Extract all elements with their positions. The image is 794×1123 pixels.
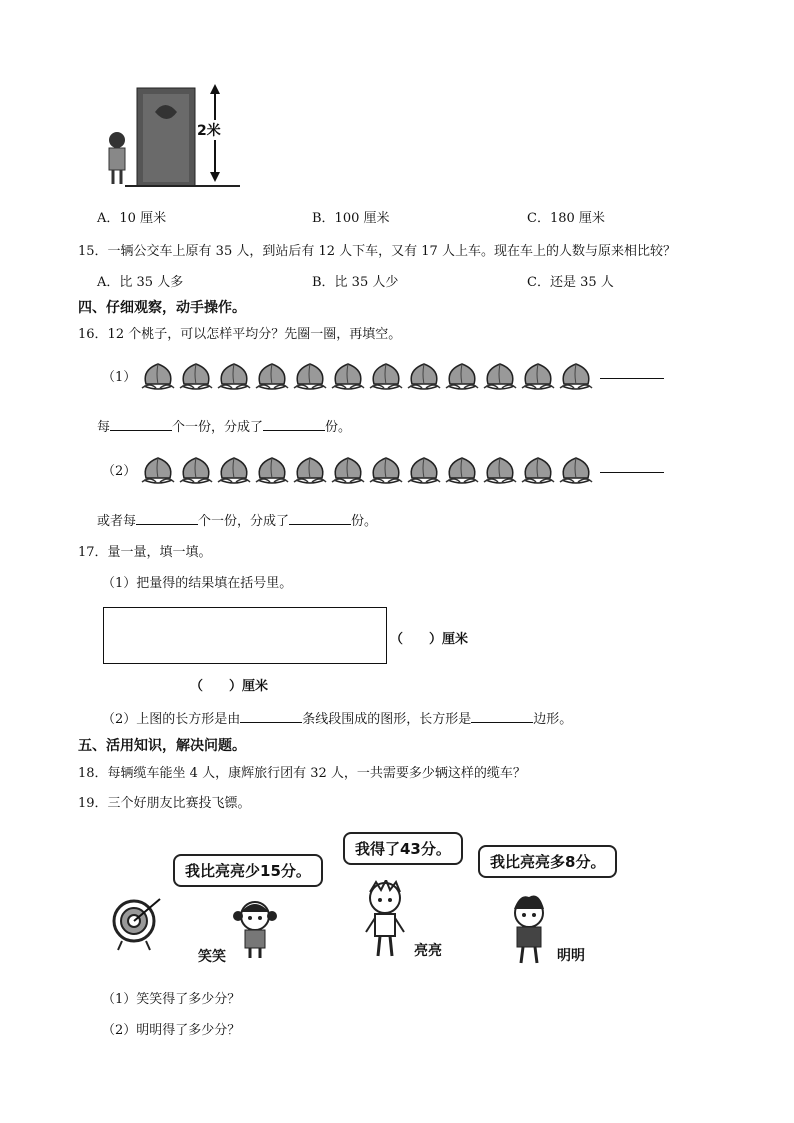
section-5-heading: 五、活用知识，解决问题。 (78, 738, 246, 754)
q16-fill2-text-a: 或者每 (97, 514, 137, 529)
q19-sub1: （1）笑笑得了多少分？ (102, 992, 241, 1007)
q17-part2-blank-b[interactable] (471, 710, 533, 723)
q16-fill2-text-b: 个一份，分成了 (198, 514, 290, 529)
peach-icon (482, 454, 518, 484)
q17-part2-blank-a[interactable] (240, 710, 302, 723)
peach-icon (520, 360, 556, 390)
q19-sub2: （2）明明得了多少分？ (102, 1023, 241, 1038)
peach-icon (444, 360, 480, 390)
peach-icon (444, 454, 480, 484)
door-illustration (95, 82, 245, 192)
q16-row1-blank[interactable] (600, 366, 664, 379)
peach-icon (482, 360, 518, 390)
peach-icon (406, 360, 442, 390)
character-xiaoxiao (230, 898, 280, 960)
q15-option-a: A．比 35 人多 (97, 275, 184, 290)
rect-height-label: （ ）厘米 (190, 679, 269, 694)
q16-fill1-text-a: 每 (97, 420, 111, 435)
peach-icon (292, 360, 328, 390)
q17-part2-text-c: 边形。 (533, 712, 573, 727)
character-liangliang (360, 880, 410, 958)
q15-option-b: B．比 35 人少 (312, 275, 399, 290)
peach-icon (406, 454, 442, 484)
peach-icon (368, 360, 404, 390)
measure-rectangle (103, 607, 387, 664)
speech-bubble-xiaoxiao: 我比亮亮少15分。 (173, 854, 323, 887)
q19-question: 19．三个好朋友比赛投飞镖。 (78, 796, 251, 811)
q16-question: 16．12 个桃子，可以怎样平均分？先圈一圈，再填空。 (78, 327, 402, 342)
peach-icon (558, 454, 594, 484)
q16-fill2-text-c: 份。 (351, 514, 378, 529)
peach-icon (140, 454, 176, 484)
peach-row-2 (140, 462, 596, 477)
peach-icon (216, 360, 252, 390)
peach-icon (254, 454, 290, 484)
peach-icon (520, 454, 556, 484)
section-4-heading: 四、仔细观察，动手操作。 (78, 300, 246, 316)
q17-part1: （1）把量得的结果填在括号里。 (102, 576, 293, 591)
q16-row2-label: （2） (102, 463, 137, 479)
peach-icon (292, 454, 328, 484)
q17-part2-text-b: 条线段围成的图形，长方形是 (302, 712, 472, 727)
q17-question: 17．量一量，填一填。 (78, 545, 212, 560)
peach-icon (330, 360, 366, 390)
peach-icon (216, 454, 252, 484)
peach-icon (330, 454, 366, 484)
peach-icon (140, 360, 176, 390)
q16-fill2-blank-a[interactable] (136, 512, 198, 525)
q16-row1 (102, 360, 664, 390)
q16-row1-label: （1） (102, 369, 137, 385)
q16-fill2 (97, 510, 377, 529)
peach-row-1 (140, 368, 596, 383)
dart-target-icon (108, 895, 164, 951)
peach-icon (558, 360, 594, 390)
q16-fill1-text-b: 个一份，分成了 (172, 420, 264, 435)
q17-part2-text-a: （2）上图的长方形是由 (102, 712, 241, 727)
name-mingming: 明明 (557, 948, 585, 964)
q15-question: 15．一辆公交车上原有 35 人，到站后有 12 人下车，又有 17 人上车。现在车上的人数与原来相比较？ (78, 244, 676, 259)
door-height-label: 2米 (197, 120, 221, 140)
rect-width-label: （ ）厘米 (390, 632, 469, 647)
q15-option-c: C．还是 35 人 (527, 275, 614, 290)
character-mingming (504, 895, 554, 965)
q16-fill1-blank-a[interactable] (110, 418, 172, 431)
q14-option-b: B．100 厘米 (312, 211, 390, 226)
q14-option-a: A．10 厘米 (97, 211, 167, 226)
peach-icon (178, 454, 214, 484)
name-liangliang: 亮亮 (414, 943, 442, 959)
q16-fill2-blank-b[interactable] (289, 512, 351, 525)
q18-question: 18．每辆缆车能坐 4 人，康辉旅行团有 32 人，一共需要多少辆这样的缆车？ (78, 766, 526, 781)
peach-icon (368, 454, 404, 484)
peach-icon (254, 360, 290, 390)
q16-fill1-text-c: 份。 (325, 420, 352, 435)
q16-row2-blank[interactable] (600, 460, 664, 473)
q17-part2 (102, 708, 572, 727)
speech-bubble-liangliang: 我得了43分。 (343, 832, 463, 865)
speech-bubble-mingming: 我比亮亮多8分。 (478, 845, 617, 878)
q16-fill1-blank-b[interactable] (263, 418, 325, 431)
peach-icon (178, 360, 214, 390)
name-xiaoxiao: 笑笑 (198, 949, 226, 965)
q16-row2 (102, 454, 664, 484)
q16-fill1 (97, 416, 351, 435)
q14-option-c: C．180 厘米 (527, 211, 605, 226)
